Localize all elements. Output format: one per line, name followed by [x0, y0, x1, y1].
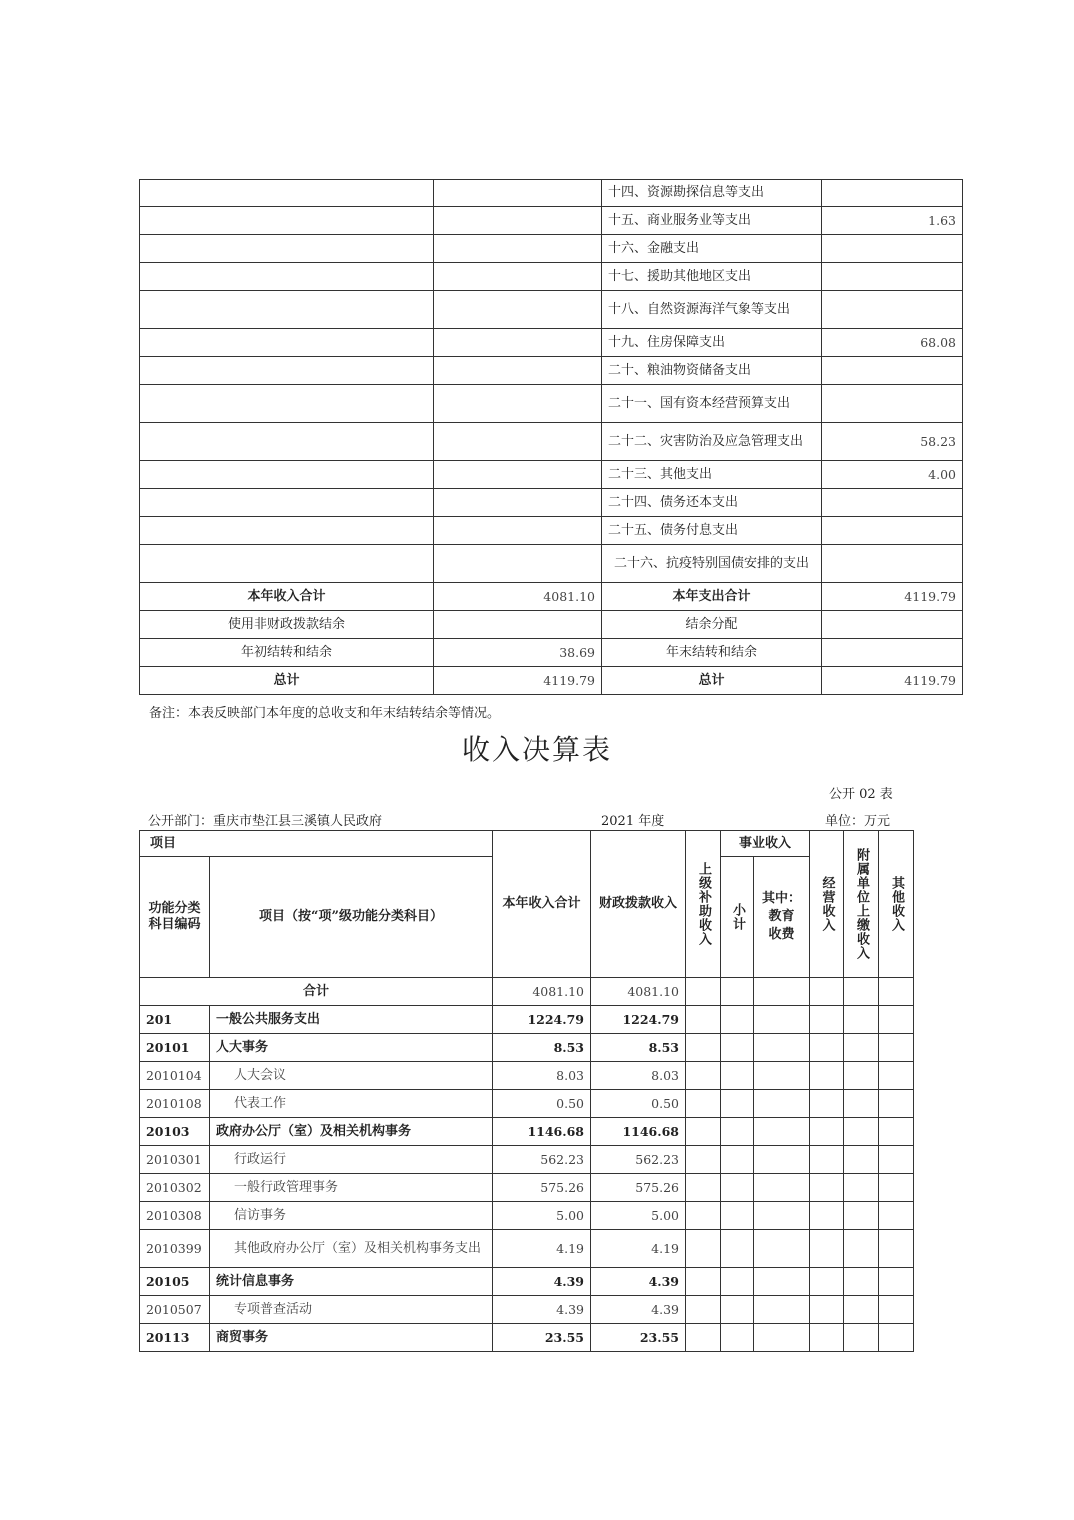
- expense-item: 总计: [602, 667, 822, 695]
- income-item: [140, 207, 434, 235]
- empty-cell: [844, 1174, 879, 1202]
- row-code: 20103: [140, 1118, 210, 1146]
- empty-cell: [844, 1324, 879, 1352]
- row-fiscal: 4.39: [591, 1296, 686, 1324]
- empty-cell: [754, 1118, 810, 1146]
- income-item: [140, 489, 434, 517]
- header-affiliated: 附属单位上缴收入: [844, 831, 879, 978]
- expense-item: 二十、粮油物资储备支出: [602, 357, 822, 385]
- row-total: 1146.68: [493, 1118, 591, 1146]
- empty-cell: [879, 1174, 914, 1202]
- empty-cell: [879, 1268, 914, 1296]
- table-row: [140, 180, 963, 207]
- row-code: 2010104: [140, 1062, 210, 1090]
- row-fiscal: 23.55: [591, 1324, 686, 1352]
- expense-amount: 4.00: [822, 461, 963, 489]
- empty-cell: [721, 1118, 754, 1146]
- empty-cell: [879, 1034, 914, 1062]
- empty-cell: [686, 1146, 721, 1174]
- empty-cell: [686, 1006, 721, 1034]
- header-edu: 其中： 教育收费: [754, 857, 810, 978]
- expense-item: 二十三、其他支出: [602, 461, 822, 489]
- row-name: 政府办公厅（室）及相关机构事务: [210, 1118, 493, 1146]
- empty-cell: [879, 1006, 914, 1034]
- empty-cell: [879, 1146, 914, 1174]
- empty-cell: [879, 1062, 914, 1090]
- empty-cell: [754, 1296, 810, 1324]
- empty-cell: [810, 1324, 844, 1352]
- expense-amount: 68.08: [822, 329, 963, 357]
- table-row: [140, 1268, 914, 1296]
- expense-amount: [822, 385, 963, 423]
- empty-cell: [810, 1296, 844, 1324]
- expense-item: 十五、商业服务业等支出: [602, 207, 822, 235]
- table-row: [140, 1006, 914, 1034]
- expense-amount: [822, 639, 963, 667]
- table-row: [140, 1090, 914, 1118]
- row-code: 201: [140, 1006, 210, 1034]
- expense-amount: [822, 263, 963, 291]
- empty-cell: [721, 1324, 754, 1352]
- table-row: [140, 291, 963, 329]
- income-item: [140, 545, 434, 583]
- empty-cell: [879, 1202, 914, 1230]
- empty-cell: [721, 1034, 754, 1062]
- row-name: 人大会议: [210, 1062, 493, 1090]
- empty-cell: [754, 1146, 810, 1174]
- row-code: 2010507: [140, 1296, 210, 1324]
- row-code: 20113: [140, 1324, 210, 1352]
- form-code: 公开 02 表: [829, 787, 893, 802]
- income-amount: [434, 385, 602, 423]
- row-total: 5.00: [493, 1202, 591, 1230]
- row-total: 8.53: [493, 1034, 591, 1062]
- table-row: [140, 583, 963, 611]
- empty-cell: [844, 1006, 879, 1034]
- table-row: [140, 639, 963, 667]
- empty-cell: [844, 1090, 879, 1118]
- empty-cell: [721, 1230, 754, 1268]
- row-name: 代表工作: [210, 1090, 493, 1118]
- income-item: 使用非财政拨款结余: [140, 611, 434, 639]
- expense-item: 结余分配: [602, 611, 822, 639]
- income-item: [140, 235, 434, 263]
- table-row: [140, 1034, 914, 1062]
- empty-cell: [686, 1296, 721, 1324]
- row-fiscal: 5.00: [591, 1202, 686, 1230]
- expense-amount: [822, 180, 963, 207]
- empty-cell: [686, 1202, 721, 1230]
- empty-cell: [879, 1090, 914, 1118]
- income-item: [140, 180, 434, 207]
- row-fiscal: 1224.79: [591, 1006, 686, 1034]
- table-row: [140, 1324, 914, 1352]
- empty-cell: [686, 1034, 721, 1062]
- empty-cell: [810, 1118, 844, 1146]
- empty-cell: [686, 1230, 721, 1268]
- expense-item: 十七、援助其他地区支出: [602, 263, 822, 291]
- row-code: 2010308: [140, 1202, 210, 1230]
- header-item: 项目: [140, 831, 493, 857]
- income-amount: [434, 263, 602, 291]
- empty-cell: [721, 1090, 754, 1118]
- expense-amount: [822, 291, 963, 329]
- row-fiscal: 575.26: [591, 1174, 686, 1202]
- total-row-label: 合计: [140, 978, 493, 1006]
- summary-table: [139, 179, 963, 695]
- row-name: 一般公共服务支出: [210, 1006, 493, 1034]
- income-amount: [434, 291, 602, 329]
- page-title: 收入决算表: [461, 733, 612, 766]
- table-note: 备注：本表反映部门本年度的总收支和年末结转结余等情况。: [149, 706, 501, 721]
- expense-item: 十四、资源勘探信息等支出: [602, 180, 822, 207]
- empty-cell: [810, 1146, 844, 1174]
- empty-cell: [844, 1062, 879, 1090]
- expense-amount: 4119.79: [822, 583, 963, 611]
- header-operating: 经营收入: [810, 831, 844, 978]
- expense-amount: 4119.79: [822, 667, 963, 695]
- header-other: 其他收入: [879, 831, 914, 978]
- header-superior: 上级补助收入: [686, 831, 721, 978]
- expense-amount: [822, 357, 963, 385]
- department-label: 公开部门：重庆市垫江县三溪镇人民政府: [148, 814, 383, 829]
- expense-amount: [822, 611, 963, 639]
- total-row-total: 4081.10: [493, 978, 591, 1006]
- empty-cell: [686, 1090, 721, 1118]
- row-total: 4.39: [493, 1296, 591, 1324]
- row-fiscal: 8.53: [591, 1034, 686, 1062]
- empty-cell: [754, 1034, 810, 1062]
- empty-cell: [721, 1062, 754, 1090]
- expense-item: 二十六、抗疫特别国债安排的支出: [602, 545, 822, 583]
- row-total: 4.39: [493, 1268, 591, 1296]
- row-name: 行政运行: [210, 1146, 493, 1174]
- income-item: [140, 329, 434, 357]
- expense-amount: [822, 517, 963, 545]
- empty-cell: [754, 1324, 810, 1352]
- row-total: 562.23: [493, 1146, 591, 1174]
- row-code: 2010108: [140, 1090, 210, 1118]
- row-name: 其他政府办公厅（室）及相关机构事务支出: [210, 1230, 493, 1268]
- empty-cell: [721, 1268, 754, 1296]
- row-code: 2010301: [140, 1146, 210, 1174]
- income-amount: 4119.79: [434, 667, 602, 695]
- table-row: [140, 423, 963, 461]
- row-code: 20101: [140, 1034, 210, 1062]
- expense-amount: [822, 489, 963, 517]
- row-fiscal: 562.23: [591, 1146, 686, 1174]
- table-row: [140, 1146, 914, 1174]
- expense-item: 十六、金融支出: [602, 235, 822, 263]
- income-item: [140, 423, 434, 461]
- income-item: 年初结转和结余: [140, 639, 434, 667]
- empty-cell: [810, 1268, 844, 1296]
- empty-cell: [754, 1202, 810, 1230]
- income-amount: [434, 545, 602, 583]
- header-fiscal: 财政拨款收入: [591, 831, 686, 978]
- row-fiscal: 0.50: [591, 1090, 686, 1118]
- empty-cell: [844, 1230, 879, 1268]
- row-name: 商贸事务: [210, 1324, 493, 1352]
- row-name: 信访事务: [210, 1202, 493, 1230]
- table-row: [140, 385, 963, 423]
- header-total: 本年收入合计: [493, 831, 591, 978]
- fiscal-year: 2021 年度: [601, 814, 665, 829]
- empty-cell: [754, 1006, 810, 1034]
- table-row: [140, 1230, 914, 1268]
- income-amount: [434, 611, 602, 639]
- empty-cell: [810, 1202, 844, 1230]
- empty-cell: [754, 1062, 810, 1090]
- income-item: [140, 357, 434, 385]
- row-name: 专项普查活动: [210, 1296, 493, 1324]
- income-amount: [434, 235, 602, 263]
- row-name: 人大事务: [210, 1034, 493, 1062]
- table-row: [140, 1118, 914, 1146]
- row-code: 2010399: [140, 1230, 210, 1268]
- row-name: 统计信息事务: [210, 1268, 493, 1296]
- empty-cell: [810, 1034, 844, 1062]
- table-row: [140, 611, 963, 639]
- empty-cell: [686, 1324, 721, 1352]
- income-item: 本年收入合计: [140, 583, 434, 611]
- expense-amount: [822, 545, 963, 583]
- row-total: 575.26: [493, 1174, 591, 1202]
- empty-cell: [686, 1118, 721, 1146]
- empty-cell: [686, 1268, 721, 1296]
- income-amount: [434, 489, 602, 517]
- income-amount: [434, 180, 602, 207]
- expense-amount: 1.63: [822, 207, 963, 235]
- income-amount: [434, 357, 602, 385]
- empty-cell: [844, 1202, 879, 1230]
- table-row: [140, 357, 963, 385]
- income-item: 总计: [140, 667, 434, 695]
- empty-cell: [754, 1230, 810, 1268]
- table-row: [140, 517, 963, 545]
- empty-cell: [754, 1268, 810, 1296]
- expense-item: 年末结转和结余: [602, 639, 822, 667]
- empty-cell: [810, 1062, 844, 1090]
- expense-item: 二十二、灾害防治及应急管理支出: [602, 423, 822, 461]
- table-row: [140, 667, 963, 695]
- empty-cell: [844, 1118, 879, 1146]
- table-row: [140, 461, 963, 489]
- empty-cell: [721, 1146, 754, 1174]
- row-total: 23.55: [493, 1324, 591, 1352]
- empty-cell: [810, 1006, 844, 1034]
- empty-cell: [844, 1296, 879, 1324]
- empty-cell: [686, 1174, 721, 1202]
- empty-cell: [754, 1090, 810, 1118]
- expense-item: 十八、自然资源海洋气象等支出: [602, 291, 822, 329]
- header-subtotal: 小计: [721, 857, 754, 978]
- expense-item: 二十四、债务还本支出: [602, 489, 822, 517]
- empty-cell: [844, 1268, 879, 1296]
- empty-cell: [879, 1324, 914, 1352]
- header-business: 事业收入: [721, 831, 810, 857]
- row-fiscal: 1146.68: [591, 1118, 686, 1146]
- empty-cell: [754, 1174, 810, 1202]
- empty-cell: [810, 1230, 844, 1268]
- empty-cell: [879, 1118, 914, 1146]
- row-fiscal: 8.03: [591, 1062, 686, 1090]
- row-fiscal: 4.19: [591, 1230, 686, 1268]
- table-row: [140, 329, 963, 357]
- row-fiscal: 4.39: [591, 1268, 686, 1296]
- empty-cell: [721, 1174, 754, 1202]
- table-row: [140, 207, 963, 235]
- table-row: [140, 1174, 914, 1202]
- row-total: 8.03: [493, 1062, 591, 1090]
- empty-cell: [721, 1296, 754, 1324]
- table-row: [140, 1296, 914, 1324]
- income-amount: 4081.10: [434, 583, 602, 611]
- unit-label: 单位：万元: [825, 814, 891, 829]
- empty-cell: [810, 1174, 844, 1202]
- income-item: [140, 291, 434, 329]
- total-row-fiscal: 4081.10: [591, 978, 686, 1006]
- income-item: [140, 461, 434, 489]
- table-row: [140, 1062, 914, 1090]
- header-code: 功能分类科目编码: [140, 857, 210, 978]
- table-row: [140, 545, 963, 583]
- income-amount: 38.69: [434, 639, 602, 667]
- header-name: 项目（按“项”级功能分类科目）: [210, 857, 493, 978]
- income-item: [140, 263, 434, 291]
- table-row: [140, 1202, 914, 1230]
- income-amount: [434, 517, 602, 545]
- table-row: [140, 263, 963, 291]
- expense-item: 十九、住房保障支出: [602, 329, 822, 357]
- table-row: [140, 489, 963, 517]
- income-amount: [434, 329, 602, 357]
- empty-cell: [844, 1146, 879, 1174]
- expense-amount: 58.23: [822, 423, 963, 461]
- empty-cell: [844, 1034, 879, 1062]
- expense-item: 本年支出合计: [602, 583, 822, 611]
- income-amount: [434, 461, 602, 489]
- empty-cell: [879, 1230, 914, 1268]
- table-row: [140, 235, 963, 263]
- row-total: 0.50: [493, 1090, 591, 1118]
- row-total: 4.19: [493, 1230, 591, 1268]
- empty-cell: [686, 1062, 721, 1090]
- empty-cell: [721, 1006, 754, 1034]
- income-item: [140, 517, 434, 545]
- expense-item: 二十一、国有资本经营预算支出: [602, 385, 822, 423]
- income-table: [139, 830, 914, 1352]
- row-code: 20105: [140, 1268, 210, 1296]
- income-amount: [434, 423, 602, 461]
- row-total: 1224.79: [493, 1006, 591, 1034]
- row-code: 2010302: [140, 1174, 210, 1202]
- empty-cell: [879, 1296, 914, 1324]
- row-name: 一般行政管理事务: [210, 1174, 493, 1202]
- income-item: [140, 385, 434, 423]
- empty-cell: [721, 1202, 754, 1230]
- expense-item: 二十五、债务付息支出: [602, 517, 822, 545]
- income-amount: [434, 207, 602, 235]
- expense-amount: [822, 235, 963, 263]
- empty-cell: [810, 1090, 844, 1118]
